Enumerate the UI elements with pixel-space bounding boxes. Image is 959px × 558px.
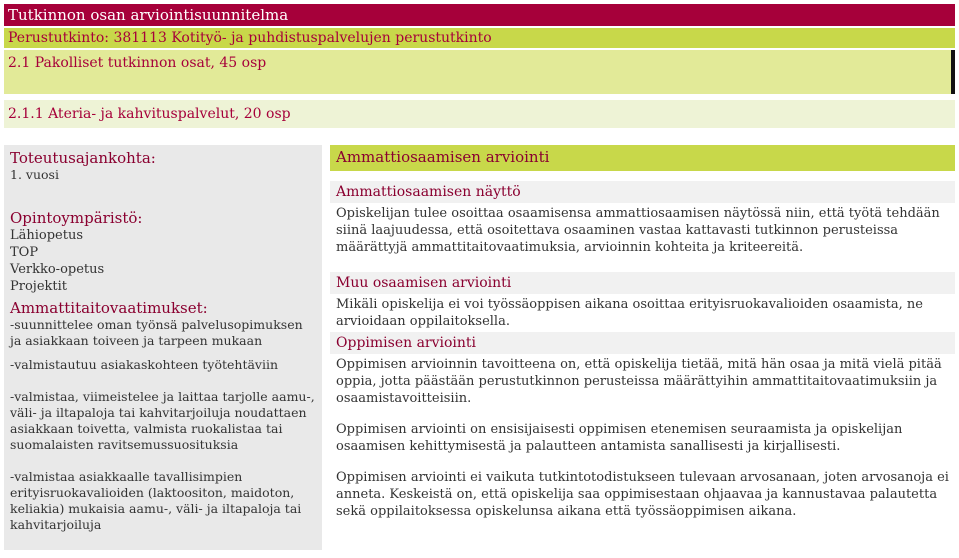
- learning-paragraph: Oppimisen arvioinnin tavoitteena on, että opiskelija tietää, mitä hän osaa ja mitä vielä pitää oppia, jotta päästään perustutkinnon perusteissa määrättyihin ammattitaitovaatimuksiin ja osaamistavoitteisiin.: [336, 357, 942, 406]
- skill-item: -valmistautuu asiakaskohteen työtehtäviin: [10, 357, 279, 372]
- demo-title: Ammattiosaamisen näyttö: [330, 181, 955, 203]
- skill-item: -suunnittelee oman työnsä palvelusopimuksen ja asiakkaan toiveen ja tarpeen mukaan: [10, 317, 303, 348]
- learning-paragraph: Oppimisen arviointi on ensisijaisesti oppimisen etenemisen seuraamista ja opiskelijan osaamisen kehittymisestä ja palautteen antamista sanallisesti ja kirjallisesti.: [336, 422, 903, 454]
- assessment-title: Ammattiosaamisen arviointi: [330, 145, 955, 171]
- demo-text: Opiskelijan tulee osoittaa osaamisensa ammattiosaamisen näytössä niin, että työtä tehdään siinä laajuudessa, että osoitettava osaaminen vastaa kattavasti tutkinnon perusteissa määrättyjä ammattitaitovaatimuksia, arvioinnin kohteita ja kriteereitä.: [336, 206, 940, 255]
- unit-row: 2.1.1 Ateria- ja kahvituspalvelut, 20 osp: [4, 100, 955, 128]
- learning-paragraph: Oppimisen arviointi ei vaikuta tutkintotodistukseen tulevaan arvosanaan, joten arvosanoja ei anneta. Keskeistä on, että opiskelija saa oppimisestaan ohjaavaa ja kannustavaa palautetta sekä oppilaitoksessa opiskelunsa aikana että työssäoppimisen aikana.: [336, 470, 949, 519]
- timing-label: Toteutusajankohta:: [10, 149, 156, 167]
- left-column: [4, 145, 322, 550]
- skill-item: -valmistaa asiakkaalle tavallisimpien erityisruokavalioiden (laktoositon, maidoton, keliakia) mukaisia aamu-, väli- ja iltapaloja tai kahvitarjoiluja: [10, 469, 302, 532]
- environment-label: Opintoympäristö:: [10, 209, 143, 227]
- environment-item: Projektit: [10, 279, 67, 294]
- skill-item: -valmistaa, viimeistelee ja laittaa tarjolle aamu-, väli- ja iltapaloja tai kahvitarjoiluja noudattaen asiakkaan toivetta, valmista ruokalistaa tai suomalaisten ravitsemussuosituksia: [10, 389, 315, 452]
- right-column: [330, 145, 955, 555]
- learning-assessment-title: Oppimisen arviointi: [330, 332, 955, 354]
- environment-item: TOP: [10, 245, 39, 260]
- environment-item: Lähiopetus: [10, 228, 84, 243]
- other-assessment-title: Muu osaamisen arviointi: [330, 272, 955, 294]
- other-assessment-text: Mikäli opiskelija ei voi työssäoppisen aikana osoittaa erityisruokavalioiden osaamista, ne arvioidaan oppilaitoksella.: [336, 297, 923, 329]
- unit-group-row: 2.1 Pakolliset tutkinnon osat, 45 osp: [4, 50, 955, 94]
- timing-value: 1. vuosi: [10, 167, 59, 182]
- document-title: Tutkinnon osan arviointisuunnitelma: [4, 4, 955, 26]
- environment-item: Verkko-opetus: [10, 262, 105, 277]
- skills-label: Ammattitaitovaatimukset:: [10, 299, 208, 317]
- degree-row: Perustutkinto: 381113 Kotityö- ja puhdistuspalvelujen perustutkinto: [4, 28, 955, 48]
